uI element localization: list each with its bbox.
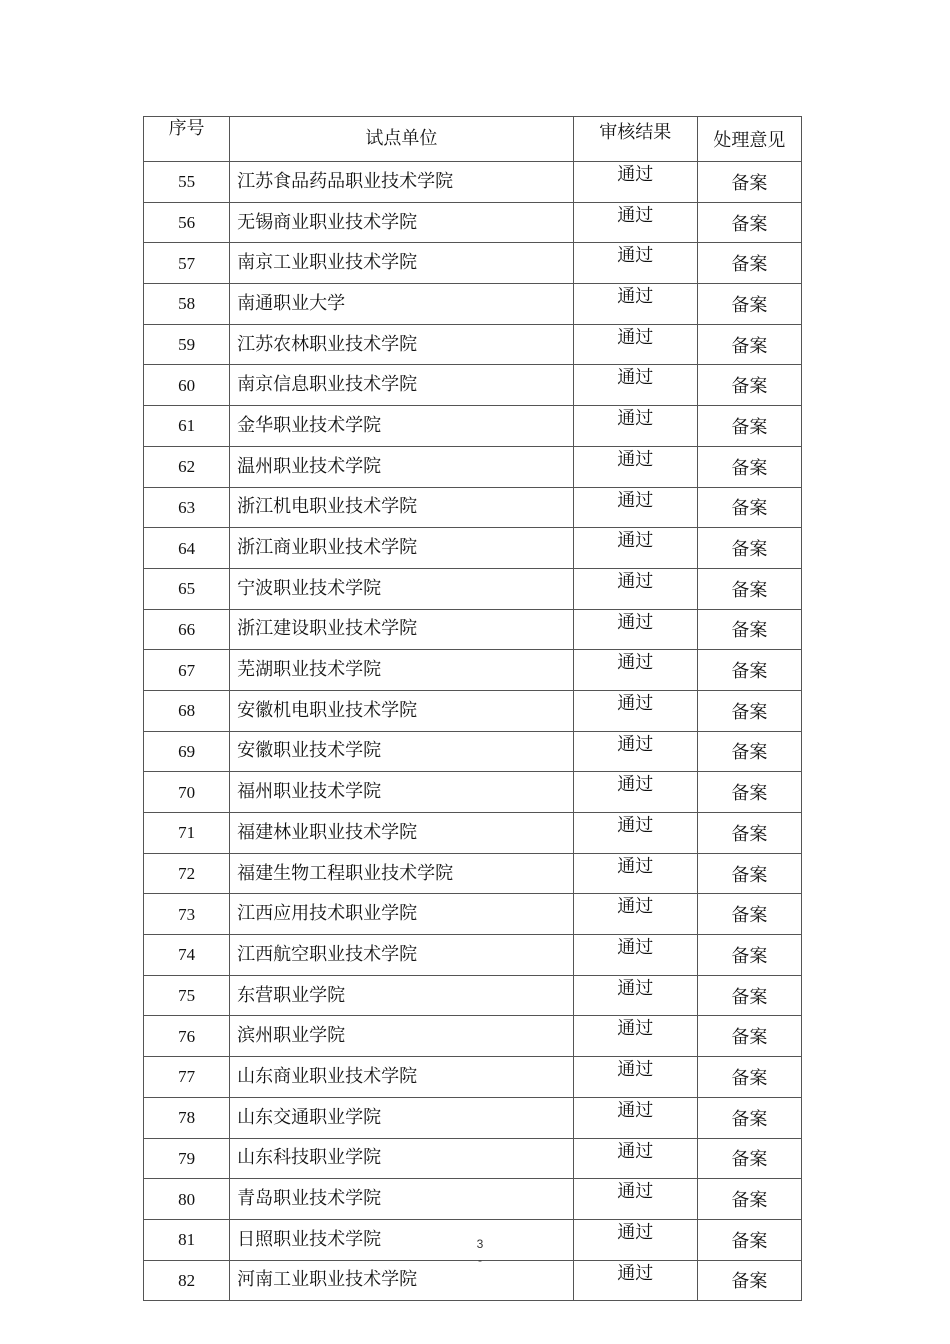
cell-review-result: 通过 xyxy=(573,975,697,1016)
table-row xyxy=(144,162,802,203)
table-row xyxy=(144,446,802,487)
cell-handling-opinion: 备案 xyxy=(697,772,801,813)
table-row xyxy=(144,202,802,243)
cell-serial-number: 80 xyxy=(144,1179,230,1220)
cell-pilot-unit: 浙江商业职业技术学院 xyxy=(230,528,574,569)
cell-review-result: 通过 xyxy=(573,813,697,854)
cell-serial-number: 81 xyxy=(144,1219,230,1260)
cell-serial-number: 63 xyxy=(144,487,230,528)
cell-handling-opinion: 备案 xyxy=(697,1219,801,1260)
cell-review-result: 通过 xyxy=(573,731,697,772)
cell-pilot-unit: 山东商业职业技术学院 xyxy=(230,1057,574,1098)
table-row xyxy=(144,1016,802,1057)
cell-review-result: 通过 xyxy=(573,1260,697,1301)
cell-review-result: 通过 xyxy=(573,1219,697,1260)
cell-handling-opinion: 备案 xyxy=(697,487,801,528)
cell-serial-number: 55 xyxy=(144,162,230,203)
cell-handling-opinion: 备案 xyxy=(697,690,801,731)
cell-serial-number: 76 xyxy=(144,1016,230,1057)
cell-review-result: 通过 xyxy=(573,690,697,731)
table-row xyxy=(144,406,802,447)
cell-pilot-unit: 无锡商业职业技术学院 xyxy=(230,202,574,243)
cell-handling-opinion: 备案 xyxy=(697,1097,801,1138)
table-row xyxy=(144,813,802,854)
cell-serial-number: 58 xyxy=(144,284,230,325)
cell-handling-opinion: 备案 xyxy=(697,731,801,772)
cell-pilot-unit: 江苏农林职业技术学院 xyxy=(230,324,574,365)
cell-pilot-unit: 青岛职业技术学院 xyxy=(230,1179,574,1220)
cell-serial-number: 75 xyxy=(144,975,230,1016)
cell-handling-opinion: 备案 xyxy=(697,609,801,650)
table-body xyxy=(144,162,802,1301)
review-results-table xyxy=(143,116,802,1301)
table-row xyxy=(144,528,802,569)
cell-serial-number: 61 xyxy=(144,406,230,447)
cell-review-result: 通过 xyxy=(573,894,697,935)
cell-review-result: 通过 xyxy=(573,406,697,447)
cell-review-result: 通过 xyxy=(573,1138,697,1179)
cell-review-result: 通过 xyxy=(573,568,697,609)
table-row xyxy=(144,935,802,976)
cell-review-result: 通过 xyxy=(573,1179,697,1220)
cell-handling-opinion: 备案 xyxy=(697,284,801,325)
page-footer xyxy=(430,1236,530,1268)
cell-pilot-unit: 滨州职业学院 xyxy=(230,1016,574,1057)
cell-pilot-unit: 宁波职业技术学院 xyxy=(230,568,574,609)
cell-review-result: 通过 xyxy=(573,487,697,528)
cell-pilot-unit: 安徽职业技术学院 xyxy=(230,731,574,772)
cell-pilot-unit: 河南工业职业技术学院 xyxy=(230,1260,574,1301)
cell-serial-number: 69 xyxy=(144,731,230,772)
cell-serial-number: 73 xyxy=(144,894,230,935)
cell-pilot-unit: 芜湖职业技术学院 xyxy=(230,650,574,691)
cell-review-result: 通过 xyxy=(573,162,697,203)
cell-pilot-unit: 山东科技职业学院 xyxy=(230,1138,574,1179)
table-row xyxy=(144,731,802,772)
cell-handling-opinion: 备案 xyxy=(697,406,801,447)
cell-review-result: 通过 xyxy=(573,609,697,650)
table-row xyxy=(144,853,802,894)
cell-review-result: 通过 xyxy=(573,772,697,813)
cell-pilot-unit: 金华职业技术学院 xyxy=(230,406,574,447)
cell-serial-number: 57 xyxy=(144,243,230,284)
table-row xyxy=(144,1138,802,1179)
table-row xyxy=(144,975,802,1016)
cell-review-result: 通过 xyxy=(573,935,697,976)
header-pilot-unit: 试点单位 xyxy=(230,117,574,162)
cell-serial-number: 65 xyxy=(144,568,230,609)
cell-handling-opinion: 备案 xyxy=(697,650,801,691)
cell-handling-opinion: 备案 xyxy=(697,324,801,365)
cell-handling-opinion: 备案 xyxy=(697,813,801,854)
cell-pilot-unit: 浙江机电职业技术学院 xyxy=(230,487,574,528)
cell-handling-opinion: 备案 xyxy=(697,1260,801,1301)
cell-pilot-unit: 福州职业技术学院 xyxy=(230,772,574,813)
cell-serial-number: 64 xyxy=(144,528,230,569)
cell-serial-number: 77 xyxy=(144,1057,230,1098)
cell-handling-opinion: 备案 xyxy=(697,446,801,487)
header-row xyxy=(144,117,802,162)
table-row xyxy=(144,1097,802,1138)
cell-handling-opinion: 备案 xyxy=(697,1016,801,1057)
cell-serial-number: 74 xyxy=(144,935,230,976)
page-footer-dash: - xyxy=(478,1253,482,1267)
cell-pilot-unit: 安徽机电职业技术学院 xyxy=(230,690,574,731)
cell-handling-opinion: 备案 xyxy=(697,935,801,976)
cell-pilot-unit: 福建林业职业技术学院 xyxy=(230,813,574,854)
cell-pilot-unit: 江苏食品药品职业技术学院 xyxy=(230,162,574,203)
page-number: 3 xyxy=(476,1237,484,1251)
cell-review-result: 通过 xyxy=(573,365,697,406)
table-header xyxy=(144,117,802,162)
cell-review-result: 通过 xyxy=(573,243,697,284)
cell-pilot-unit: 福建生物工程职业技术学院 xyxy=(230,853,574,894)
cell-handling-opinion: 备案 xyxy=(697,1179,801,1220)
cell-pilot-unit: 日照职业技术学院 xyxy=(230,1219,574,1260)
cell-serial-number: 70 xyxy=(144,772,230,813)
cell-pilot-unit: 南通职业大学 xyxy=(230,284,574,325)
cell-serial-number: 66 xyxy=(144,609,230,650)
table-row xyxy=(144,650,802,691)
cell-pilot-unit: 山东交通职业学院 xyxy=(230,1097,574,1138)
cell-review-result: 通过 xyxy=(573,446,697,487)
cell-serial-number: 67 xyxy=(144,650,230,691)
cell-pilot-unit: 温州职业技术学院 xyxy=(230,446,574,487)
cell-handling-opinion: 备案 xyxy=(697,975,801,1016)
cell-review-result: 通过 xyxy=(573,202,697,243)
header-handling-opinion: 处理意见 xyxy=(697,117,801,162)
cell-review-result: 通过 xyxy=(573,324,697,365)
cell-serial-number: 59 xyxy=(144,324,230,365)
cell-handling-opinion: 备案 xyxy=(697,853,801,894)
cell-serial-number: 60 xyxy=(144,365,230,406)
cell-handling-opinion: 备案 xyxy=(697,568,801,609)
cell-review-result: 通过 xyxy=(573,853,697,894)
cell-serial-number: 62 xyxy=(144,446,230,487)
table-row xyxy=(144,284,802,325)
table-row xyxy=(144,772,802,813)
header-serial-number: 序号 xyxy=(144,117,230,162)
cell-serial-number: 56 xyxy=(144,202,230,243)
cell-pilot-unit: 江西航空职业技术学院 xyxy=(230,935,574,976)
cell-serial-number: 78 xyxy=(144,1097,230,1138)
cell-handling-opinion: 备案 xyxy=(697,1138,801,1179)
cell-handling-opinion: 备案 xyxy=(697,528,801,569)
header-review-result: 审核结果 xyxy=(573,117,697,162)
cell-handling-opinion: 备案 xyxy=(697,894,801,935)
table-row xyxy=(144,690,802,731)
table-row xyxy=(144,324,802,365)
cell-serial-number: 72 xyxy=(144,853,230,894)
cell-pilot-unit: 浙江建设职业技术学院 xyxy=(230,609,574,650)
cell-handling-opinion: 备案 xyxy=(697,365,801,406)
cell-handling-opinion: 备案 xyxy=(697,243,801,284)
cell-handling-opinion: 备案 xyxy=(697,202,801,243)
cell-pilot-unit: 南京信息职业技术学院 xyxy=(230,365,574,406)
table-row xyxy=(144,1179,802,1220)
table-row xyxy=(144,365,802,406)
cell-serial-number: 82 xyxy=(144,1260,230,1301)
cell-serial-number: 71 xyxy=(144,813,230,854)
cell-pilot-unit: 南京工业职业技术学院 xyxy=(230,243,574,284)
cell-handling-opinion: 备案 xyxy=(697,1057,801,1098)
cell-review-result: 通过 xyxy=(573,1016,697,1057)
table-row xyxy=(144,568,802,609)
cell-pilot-unit: 东营职业学院 xyxy=(230,975,574,1016)
cell-review-result: 通过 xyxy=(573,650,697,691)
cell-handling-opinion: 备案 xyxy=(697,162,801,203)
table-row xyxy=(144,243,802,284)
table-row xyxy=(144,894,802,935)
cell-review-result: 通过 xyxy=(573,1057,697,1098)
cell-review-result: 通过 xyxy=(573,528,697,569)
cell-serial-number: 68 xyxy=(144,690,230,731)
cell-review-result: 通过 xyxy=(573,284,697,325)
cell-review-result: 通过 xyxy=(573,1097,697,1138)
table-row xyxy=(144,609,802,650)
table-row xyxy=(144,487,802,528)
table-row xyxy=(144,1057,802,1098)
cell-serial-number: 79 xyxy=(144,1138,230,1179)
cell-pilot-unit: 江西应用技术职业学院 xyxy=(230,894,574,935)
